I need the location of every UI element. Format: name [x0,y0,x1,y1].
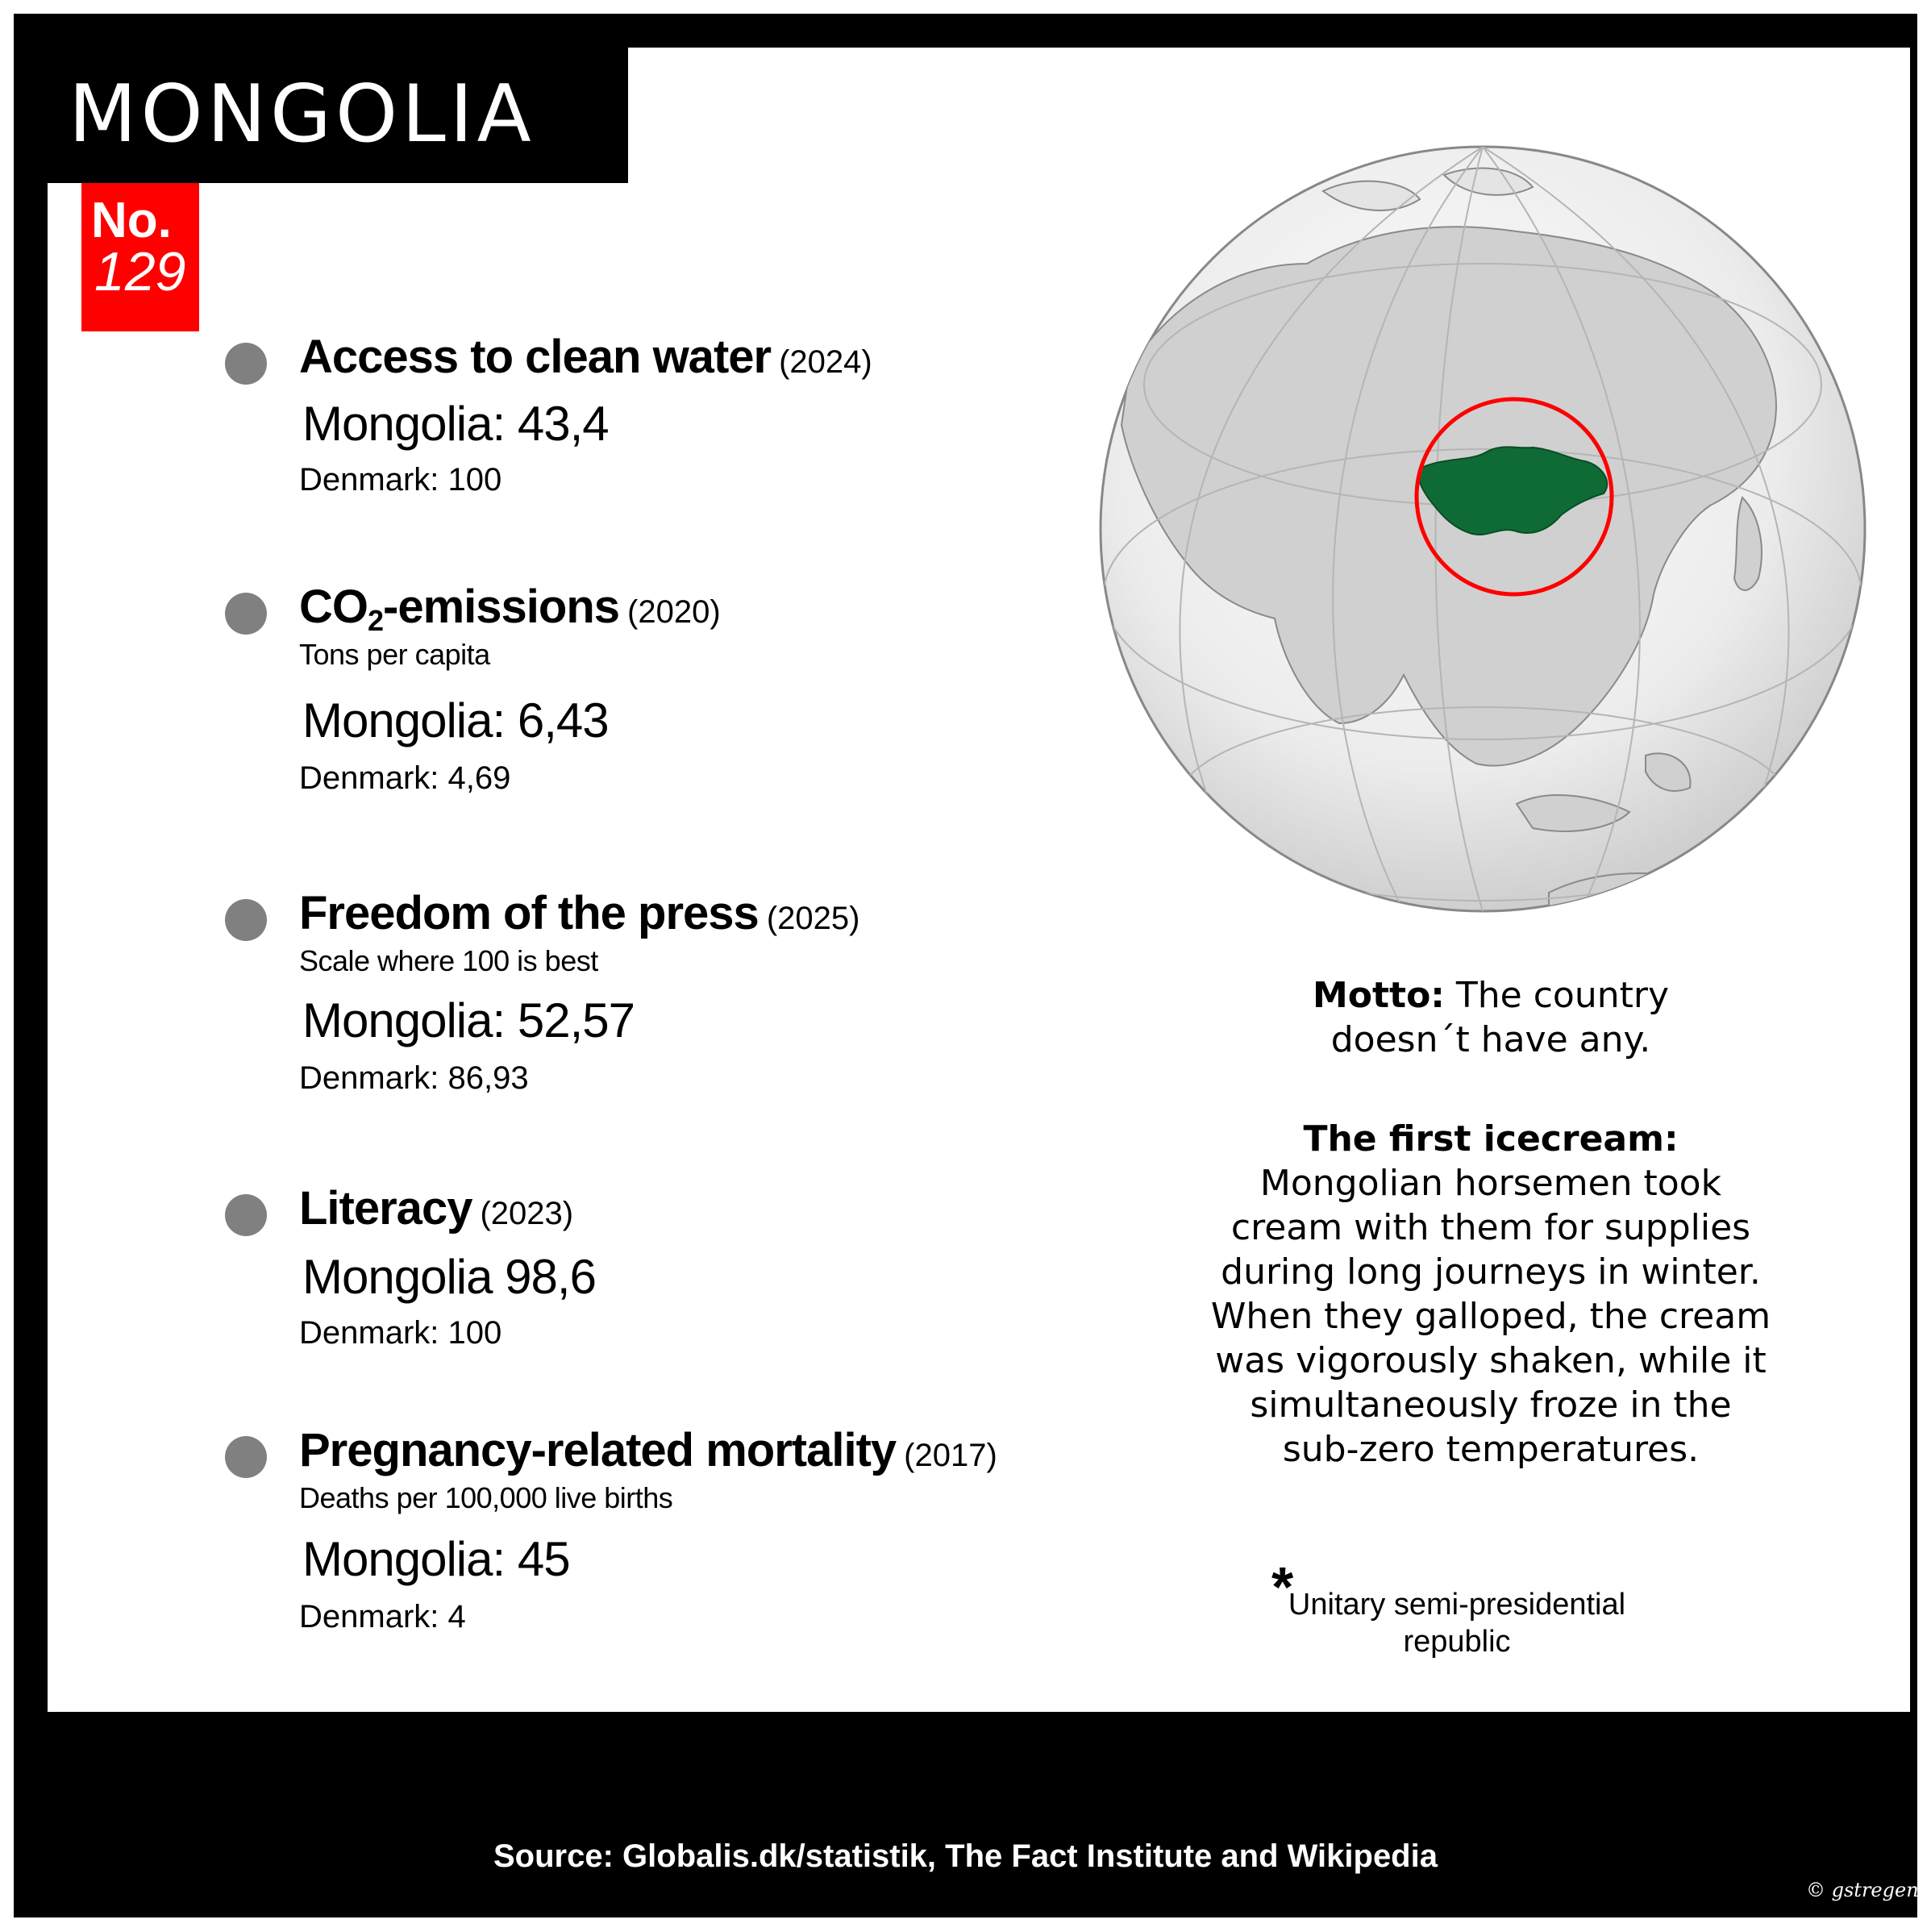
stat-denmark-value: Denmark: 4,69 [299,760,511,796]
co2-subscript: 2 [368,604,384,637]
co2-prefix: CO [299,581,368,633]
stat-subtitle: Scale where 100 is best [299,944,598,977]
stat-mongolia-value: Mongolia: 52,57 [302,993,635,1047]
page-title: MONGOLIA [69,69,535,160]
icecream-line: during long journeys in winter. [1221,1251,1761,1293]
stat-mongolia-value: Mongolia 98,6 [302,1250,596,1304]
stat-year: (2024) [779,344,872,380]
stat-title [299,330,872,384]
stat-title-text: Literacy [299,1182,472,1235]
number-badge [81,183,199,331]
source-credit: Source: Globalis.dk/statistik, The Fact Institute and Wikipedia [493,1838,1438,1874]
icecream-block [1192,1117,1789,1472]
globe-svg [1097,143,1868,915]
icecream-line: Mongolian horsemen took [1259,1163,1722,1204]
stat-mongolia-value: Mongolia: 45 [302,1532,570,1586]
stat-title [299,580,721,637]
motto-text-1: The country [1455,975,1669,1016]
icecream-line: When they galloped, the cream [1210,1296,1771,1337]
globe-map-icon [1097,143,1868,915]
icecream-label: The first icecream: [1303,1118,1679,1160]
stat-denmark-value: Denmark: 4 [299,1599,466,1634]
stat-denmark-value: Denmark: 86,93 [299,1060,529,1096]
government-line-1: Unitary semi-presidential [1288,1588,1626,1622]
stat-year: (2017) [904,1438,997,1473]
stat-subtitle: Tons per capita [299,638,490,671]
number-prefix: No. [91,193,172,248]
stat-title-text: Pregnancy-related mortality [299,1424,897,1476]
bullet-dot-icon [225,343,267,385]
stat-mongolia-value: Mongolia: 6,43 [302,693,609,747]
stat-mongolia-value: Mongolia: 43,4 [302,397,609,451]
stat-year: (2025) [766,901,860,936]
motto-text-2: doesn´t have any. [1330,1019,1651,1060]
motto-block [1192,973,1789,1062]
stat-title-text [299,581,620,637]
asterisk-mark: * [1271,1555,1294,1618]
stat-year: (2020) [627,594,721,630]
content-panel [48,48,1910,1712]
government-line-2: republic [1403,1625,1511,1659]
co2-suffix: -emissions [383,581,620,633]
bullet-dot-icon [225,1194,267,1236]
government-note [1271,1555,1642,1660]
stat-title [299,1181,573,1235]
stat-title-text: Access to clean water [299,331,772,383]
stat-title-text: Freedom of the press [299,887,759,939]
artist-signature: © gstregen [1806,1879,1919,1901]
icecream-line: sub-zero temperatures. [1282,1429,1700,1470]
stat-denmark-value: Denmark: 100 [299,1315,502,1351]
bullet-dot-icon [225,1436,267,1478]
stat-title [299,1423,997,1477]
bullet-dot-icon [225,899,267,941]
stat-title [299,886,859,940]
stat-year: (2023) [480,1196,574,1231]
motto-line-1 [1192,973,1789,1018]
bullet-dot-icon [225,593,267,635]
stat-denmark-value: Denmark: 100 [299,462,502,498]
poster-frame [14,14,1917,1917]
icecream-line: cream with them for supplies [1230,1207,1751,1248]
stat-subtitle: Deaths per 100,000 live births [299,1481,673,1514]
icecream-line: was vigorously shaken, while it [1215,1340,1767,1381]
icecream-line: simultaneously froze in the [1250,1384,1732,1426]
title-box [48,48,628,183]
motto-label: Motto: [1313,975,1445,1016]
number-value: 129 [94,241,186,302]
